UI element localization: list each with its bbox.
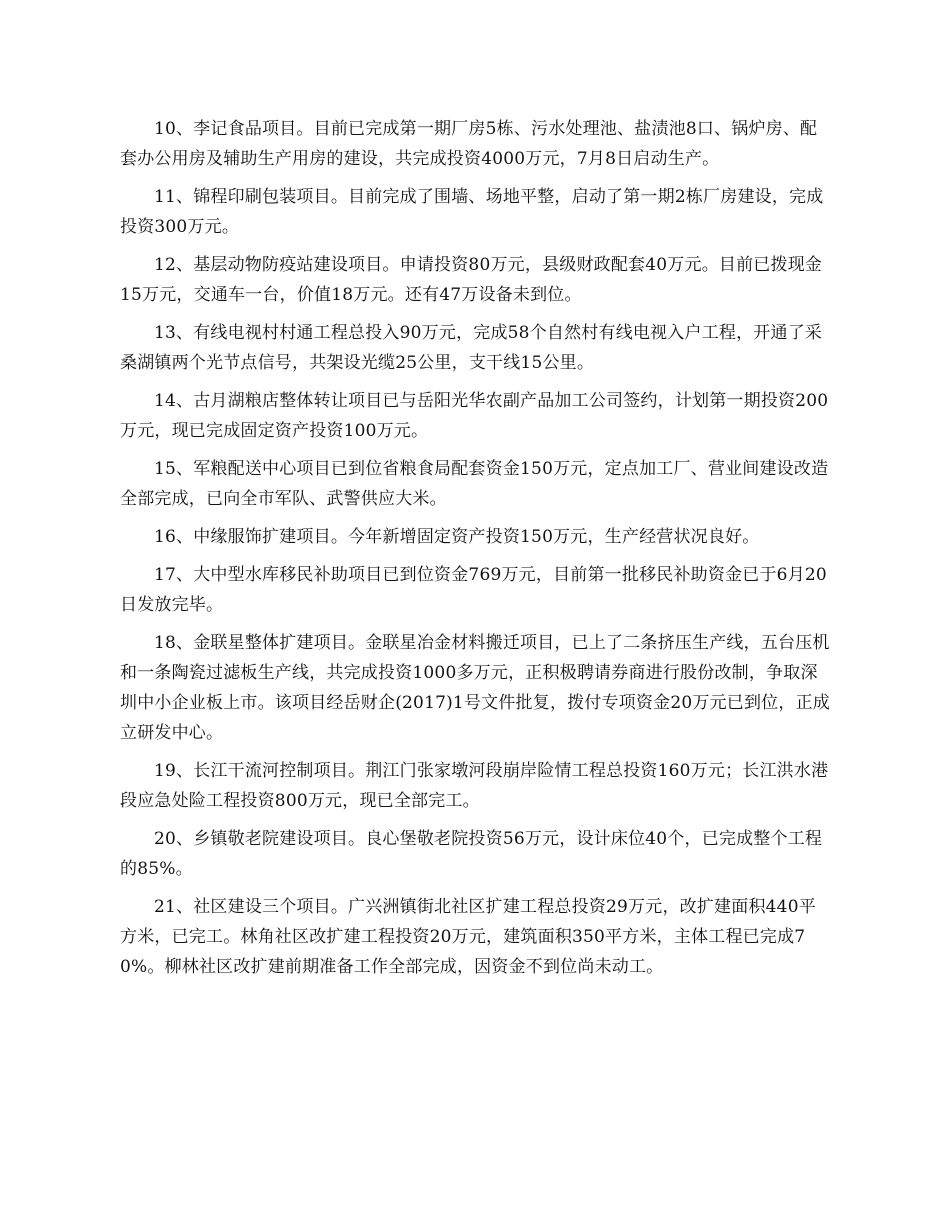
- paragraph-item-16: 16、中缘服饰扩建项目。今年新增固定资产投资150万元，生产经营状况良好。: [154, 527, 760, 547]
- paragraph-item-18: 18、金联星整体扩建项目。金联星冶金材料搬迁项目，已上了二条挤压生产线，五台压机和一条陶瓷过滤板生产线，共完成投资1000多万元，正积极聘请券商进行股份改制，争取深圳中小企业板上市。该项目经岳财企(2017)1号文件批复，拨付专项资金20万元已到位，正成立研发中心。: [120, 633, 830, 743]
- paragraph-item-20: 20、乡镇敬老院建设项目。良心堡敬老院投资56万元，设计床位40个，已完成整个工程的85%。: [120, 829, 823, 879]
- paragraph-item-11: 11、锦程印刷包装项目。目前完成了围墙、场地平整，启动了第一期2栋厂房建设，完成投资300万元。: [120, 187, 824, 237]
- paragraph-item-10: 10、李记食品项目。目前已完成第一期厂房5栋、污水处理池、盐渍池8口、锅炉房、配套办公用房及辅助生产用房的建设，共完成投资4000万元，7月8日启动生产。: [120, 119, 818, 169]
- paragraph-item-21: 21、社区建设三个项目。广兴洲镇街北社区扩建工程总投资29万元，改扩建面积440平方米，已完工。林角社区改扩建工程投资20万元，建筑面积350平方米，主体工程已完成70%。柳林社区改扩建前期准备工作全部完成，因资金不到位尚未动工。: [120, 897, 816, 977]
- paragraph-item-13: 13、有线电视村村通工程总投入90万元，完成58个自然村有线电视入户工程，开通了采桑湖镇两个光节点信号，共架设光缆25公里，支干线15公里。: [120, 323, 823, 373]
- paragraph-item-15: 15、军粮配送中心项目已到位省粮食局配套资金150万元，定点加工厂、营业间建设改造全部完成，已向全市军队、武警供应大米。: [120, 459, 829, 509]
- paragraph-item-14: 14、古月湖粮店整体转让项目已与岳阳光华农副产品加工公司签约，计划第一期投资200万元，现已完成固定资产投资100万元。: [120, 391, 829, 441]
- paragraph-item-19: 19、长江干流河控制项目。荆江门张家墩河段崩岸险情工程总投资160万元；长江洪水港段应急处险工程投资800万元，现已全部完工。: [120, 761, 829, 811]
- paragraph-item-17: 17、大中型水库移民补助项目已到位资金769万元，目前第一批移民补助资金已于6月20日发放完毕。: [120, 565, 827, 615]
- paragraph-item-12: 12、基层动物防疫站建设项目。申请投资80万元，县级财政配套40万元。目前已拨现金15万元，交通车一台，价值18万元。还有47万设备未到位。: [120, 255, 823, 305]
